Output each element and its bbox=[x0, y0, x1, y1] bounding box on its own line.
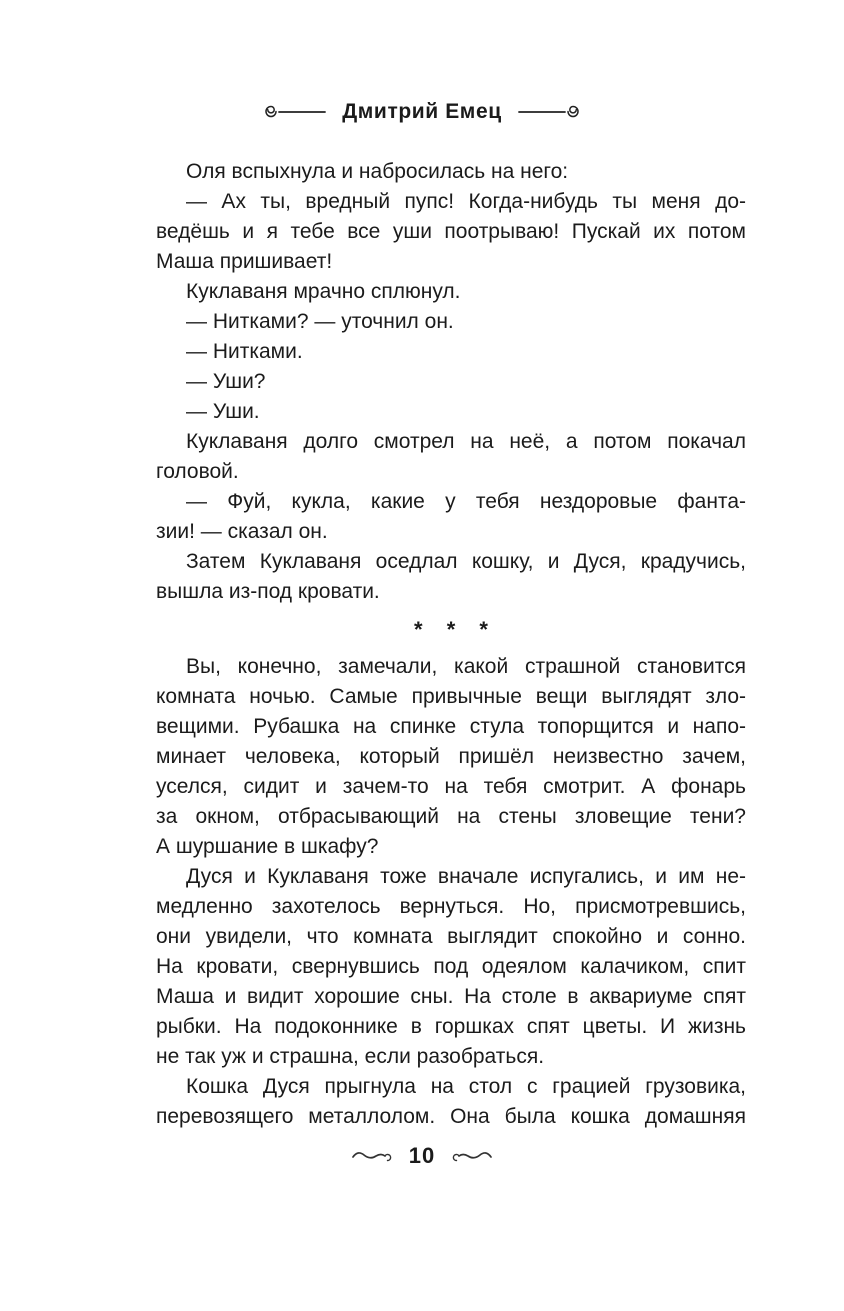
text-line: Затем Куклаваня оседлал кошку, и Дуся, крадучись, bbox=[186, 550, 746, 573]
footer-flourish-left-icon bbox=[351, 1149, 393, 1163]
text-line: комната ночью. Самые привычные вещи выглядят зло- bbox=[156, 685, 746, 708]
text-line: Маша и видит хорошие сны. На столе в аквариуме спят bbox=[156, 985, 746, 1008]
text-line: — Нитками. bbox=[186, 340, 303, 363]
text-line: рыбки. На подоконнике в горшках спят цветы. И жизнь bbox=[156, 1015, 746, 1038]
text-line: ведёшь и я тебе все уши поотрываю! Пускай их потом bbox=[156, 220, 746, 243]
section-separator: * * * bbox=[414, 616, 497, 642]
text-line: не так уж и страшна, если разобраться. bbox=[156, 1045, 545, 1068]
text-line: На кровати, свернувшись под одеялом калачиком, спит bbox=[156, 955, 746, 978]
text-line: — Уши. bbox=[186, 400, 260, 423]
text-line: за окном, отбрасывающий на стены зловещие тени? bbox=[156, 805, 746, 828]
text-line: зии! — сказал он. bbox=[156, 520, 328, 543]
text-line: А шуршание в шкафу? bbox=[156, 835, 379, 858]
footer-flourish-right-icon bbox=[451, 1149, 493, 1163]
text-line: вещими. Рубашка на спинке стула топорщится и напо- bbox=[156, 715, 746, 738]
text-line: Дуся и Куклаваня тоже вначале испугались, и им не- bbox=[186, 865, 746, 888]
text-line: они увидели, что комната выглядит спокойно и сонно. bbox=[156, 925, 746, 948]
page-footer bbox=[0, 1143, 844, 1169]
text-line: Оля вспыхнула и набросилась на него: bbox=[186, 160, 569, 183]
text-line: Вы, конечно, замечали, какой страшной становится bbox=[186, 655, 746, 678]
running-header bbox=[0, 100, 844, 124]
text-line: Кошка Дуся прыгнула на стол с грацией грузовика, bbox=[186, 1075, 746, 1098]
text-line: вышла из-под кровати. bbox=[156, 580, 380, 603]
text-line: уселся, сидит и зачем-то на тебя смотрит. А фонарь bbox=[156, 775, 746, 798]
body-text bbox=[156, 157, 746, 1132]
text-line: медленно захотелось вернуться. Но, присмотревшись, bbox=[156, 895, 746, 918]
text-line: головой. bbox=[156, 460, 239, 483]
text-line: Куклаваня долго смотрел на неё, а потом покачал bbox=[186, 430, 746, 453]
text-line: Маша пришивает! bbox=[156, 250, 333, 273]
text-line: — Фуй, кукла, какие у тебя нездоровые фанта- bbox=[186, 490, 746, 513]
text-line: Куклаваня мрачно сплюнул. bbox=[186, 280, 461, 303]
text-line: — Уши? bbox=[186, 370, 266, 393]
header-flourish-left-icon bbox=[264, 103, 328, 121]
author-name: Дмитрий Емец bbox=[342, 100, 502, 123]
page-number: 10 bbox=[408, 1143, 436, 1168]
text-line: минает человека, который пришёл неизвестно зачем, bbox=[156, 745, 746, 768]
text-line: перевозящего металлолом. Она была кошка домашняя bbox=[156, 1105, 746, 1128]
text-line: — Нитками? — уточнил он. bbox=[186, 310, 454, 333]
text-line: — Ах ты, вредный пупс! Когда-нибудь ты меня до- bbox=[186, 190, 746, 213]
header-flourish-right-icon bbox=[516, 103, 580, 121]
